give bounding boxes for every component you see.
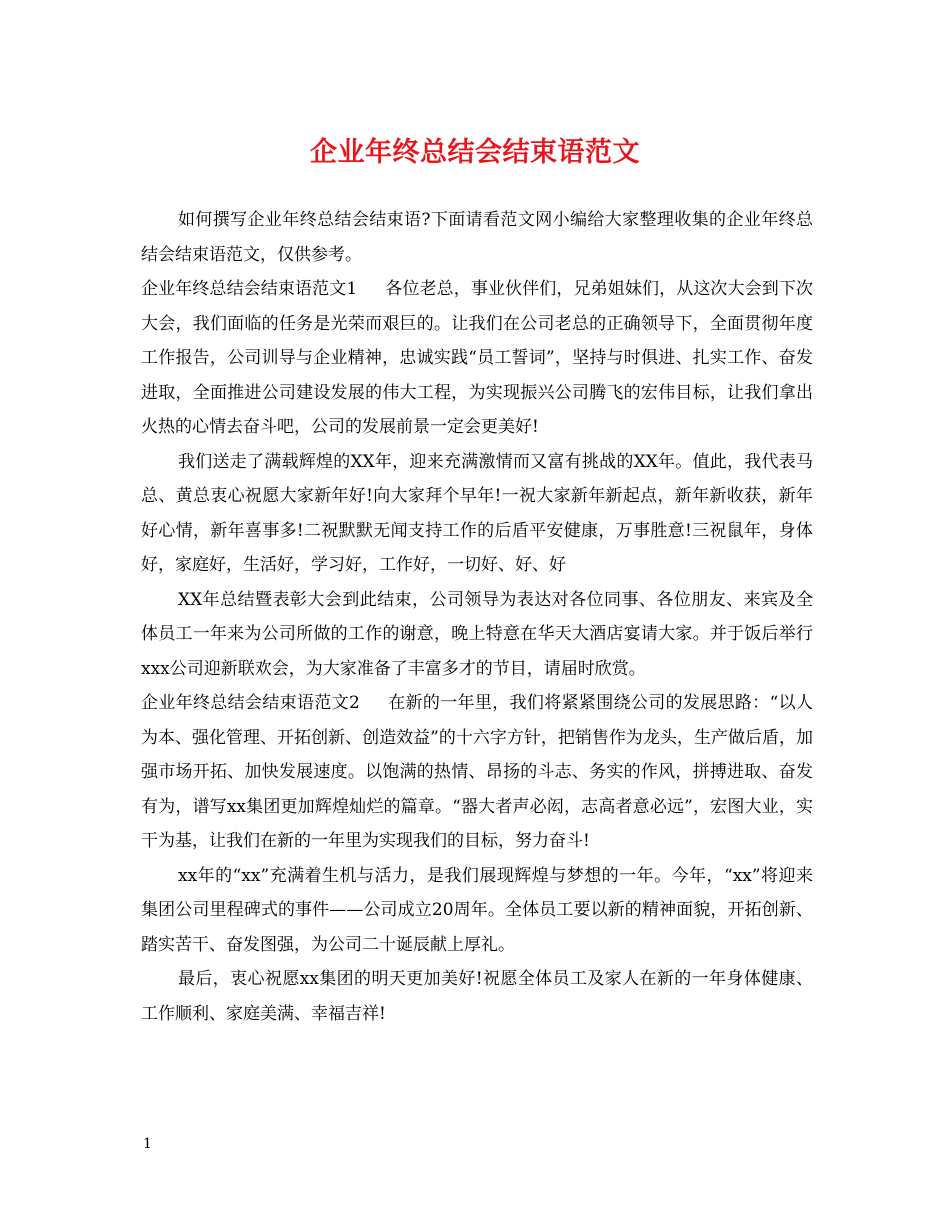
sample-2-paragraph <box>141 686 813 859</box>
document-title: 企业年终总结会结束语范文 <box>310 137 640 168</box>
paragraph-text: 最后，衷心祝愿xx集团的明天更加美好!祝愿全体员工及家人在新的一年身体健康、工作顺利、家庭美满、幸福吉祥! <box>141 969 813 1024</box>
paragraph-text: xx年的“xx”充满着生机与活力，是我们展现辉煌与梦想的一年。今年，“xx”将迎来集团公司里程碑式的事件——公司成立20周年。全体员工要以新的精神面貌，开拓创新、踏实苦干、奋发图强，为公司二十诞辰献上厚礼。 <box>141 865 813 955</box>
sample-1-heading: 企业年终总结会结束语范文1 <box>141 279 358 299</box>
intro-paragraph <box>141 203 813 272</box>
page-number: 1 <box>143 1136 152 1152</box>
closing-banquet-paragraph <box>141 583 813 687</box>
paragraph-text: 各位老总，事业伙伴们，兄弟姐妹们，从这次大会到下次大会，我们面临的任务是光荣而艰巨的。让我们在公司老总的正确领导下，全面贯彻年度工作报告，公司训导与企业精神，忠诚实践“员工誓词”，坚持与时俱进、扎实工作、奋发进取，全面推进公司建设发展的伟大工程，为实现振兴公司腾飞的宏伟目标，让我们拿出火热的心情去奋斗吧，公司的发展前景一定会更美好! <box>141 279 813 437</box>
document-body <box>141 203 813 1031</box>
paragraph-text: 如何撰写企业年终总结会结束语?下面请看范文网小编给大家整理收集的企业年终总结会结束语范文，仅供参考。 <box>141 210 813 265</box>
paragraph-text: XX年总结暨表彰大会到此结束，公司领导为表达对各位同事、各位朋友、来宾及全体员工一年来为公司所做的工作的谢意，晚上特意在华天大酒店宴请大家。并于饭后举行xxx公司迎新联欢会，为大家准备了丰富多才的节目，请届时欣赏。 <box>141 589 813 679</box>
sample-2-heading: 企业年终总结会结束语范文2 <box>141 693 360 713</box>
sample-1-paragraph <box>141 272 813 445</box>
paragraph-text: 我们送走了满载辉煌的XX年，迎来充满激情而又富有挑战的XX年。值此，我代表马总、黄总衷心祝愿大家新年好!向大家拜个早年!一祝大家新年新起点，新年新收获，新年好心情，新年喜事多!二祝默默无闻支持工作的后盾平安健康，万事胜意!三祝鼠年，身体好，家庭好，生活好，学习好，工作好，一切好、好、好 <box>141 451 813 575</box>
paragraph-text: 在新的一年里，我们将紧紧围绕公司的发展思路：“以人为本、强化管理、开拓创新、创造效益”的十六字方针，把销售作为龙头，生产做后盾，加强市场开拓、加快发展速度。以饱满的热情、昂扬的斗志、务实的作风，拼搏进取、奋发有为，谱写xx集团更加辉煌灿烂的篇章。“器大者声必闳，志高者意必远”，宏图大业，实干为基，让我们在新的一年里为实现我们的目标，努力奋斗! <box>141 693 813 851</box>
anniversary-paragraph <box>141 859 813 963</box>
new-year-wishes-paragraph <box>141 445 813 583</box>
final-wishes-paragraph <box>141 962 813 1031</box>
